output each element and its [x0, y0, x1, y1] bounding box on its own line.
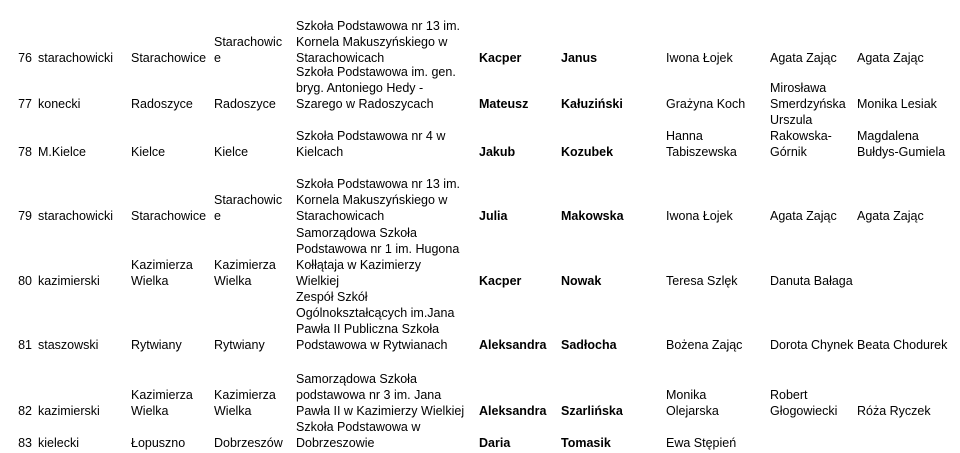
table-row — [0, 65, 960, 116]
powiat-cell: kazimierski — [38, 404, 100, 418]
row-number: 80 — [18, 274, 32, 288]
teacher-1-cell: Ewa Stępień — [666, 436, 737, 450]
school-cell: Zespół Szkół Ogólnokształcących im.Jana Pawła II Publiczna Szkoła Podstawowa w Rytwianach — [296, 290, 455, 352]
teacher-2-cell: Robert Głogowiecki — [770, 388, 838, 418]
gmina-cell: Kazimierza Wielka — [131, 258, 193, 288]
teacher-2-cell: Dorota Chynek — [770, 338, 854, 352]
powiat-cell: starachowicki — [38, 209, 114, 223]
teacher-2-cell: Mirosława Smerdzyńska — [770, 81, 846, 111]
last-name-cell: Kozubek — [561, 145, 614, 159]
city-cell: Rytwiany — [214, 338, 265, 352]
table-row — [0, 290, 960, 357]
teacher-3-cell: Róża Ryczek — [857, 404, 931, 418]
teacher-3-cell: Beata Chodurek — [857, 338, 948, 352]
school-cell: Szkoła Podstawowa w Dobrzeszowie — [296, 420, 421, 450]
school-cell: Szkoła Podstawowa nr 13 im. Kornela Makuszyńskiego w Starachowicach — [296, 177, 460, 223]
row-number: 81 — [18, 338, 32, 352]
gmina-cell: Rytwiany — [131, 338, 182, 352]
teacher-1-cell: Hanna Tabiszewska — [666, 129, 737, 159]
table-row — [0, 228, 960, 293]
teacher-3-cell: Magdalena Bułdys-Gumiela — [857, 129, 946, 159]
city-cell: Dobrzeszów — [214, 436, 283, 450]
row-number: 79 — [18, 209, 32, 223]
last-name-cell: Janus — [561, 51, 598, 65]
row-number: 76 — [18, 51, 32, 65]
teacher-1-cell: Grażyna Koch — [666, 97, 746, 111]
last-name-cell: Nowak — [561, 274, 602, 288]
teacher-1-cell: Iwona Łojek — [666, 209, 733, 223]
teacher-3-cell: Agata Zając — [857, 209, 924, 223]
powiat-cell: staszowski — [38, 338, 99, 352]
powiat-cell: M.Kielce — [38, 145, 86, 159]
gmina-cell: Starachowice — [131, 209, 207, 223]
table-row — [0, 113, 960, 164]
city-cell: Starachowic e — [214, 193, 283, 223]
powiat-cell: kazimierski — [38, 274, 100, 288]
school-cell: Szkoła Podstawowa nr 4 w Kielcach — [296, 129, 446, 159]
school-cell: Szkoła Podstawowa nr 13 im. Kornela Makuszyńskiego w Starachowicach — [296, 19, 460, 65]
last-name-cell: Kałuziński — [561, 97, 623, 111]
teacher-1-cell: Teresa Szlęk — [666, 274, 738, 288]
gmina-cell: Łopuszno — [131, 436, 186, 450]
first-name-cell: Daria — [479, 436, 511, 450]
first-name-cell: Aleksandra — [479, 404, 547, 418]
row-number: 78 — [18, 145, 32, 159]
city-cell: Kazimierza Wielka — [214, 258, 276, 288]
first-name-cell: Julia — [479, 209, 508, 223]
first-name-cell: Kacper — [479, 274, 522, 288]
row-number: 83 — [18, 436, 32, 450]
school-cell: Samorządowa Szkoła podstawowa nr 3 im. Jana Pawła II w Kazimierzy Wielkiej — [296, 372, 465, 418]
first-name-cell: Aleksandra — [479, 338, 547, 352]
teacher-2-cell: Danuta Bałaga — [770, 274, 853, 288]
city-cell: Starachowic e — [214, 35, 283, 65]
gmina-cell: Starachowice — [131, 51, 207, 65]
teacher-2-cell: Agata Zając — [770, 209, 837, 223]
first-name-cell: Mateusz — [479, 97, 529, 111]
teacher-1-cell: Iwona Łojek — [666, 51, 733, 65]
table-row — [0, 420, 960, 453]
gmina-cell: Kazimierza Wielka — [131, 388, 193, 418]
teacher-1-cell: Monika Olejarska — [666, 388, 719, 418]
first-name-cell: Jakub — [479, 145, 516, 159]
school-cell: Samorządowa Szkoła Podstawowa nr 1 im. Hugona Kołłątaja w Kazimierzy Wielkiej — [296, 226, 460, 288]
city-cell: Radoszyce — [214, 97, 276, 111]
first-name-cell: Kacper — [479, 51, 522, 65]
teacher-1-cell: Bożena Zając — [666, 338, 743, 352]
teacher-2-cell: Urszula Rakowska- Górnik — [770, 113, 832, 159]
row-number: 82 — [18, 404, 32, 418]
table-row — [0, 164, 960, 228]
last-name-cell: Tomasik — [561, 436, 611, 450]
gmina-cell: Radoszyce — [131, 97, 193, 111]
teacher-3-cell: Monika Lesiak — [857, 97, 937, 111]
table-row — [0, 0, 960, 70]
city-cell: Kielce — [214, 145, 249, 159]
teacher-3-cell: Agata Zając — [857, 51, 924, 65]
school-cell: Szkoła Podstawowa im. gen. bryg. Antoniego Hedy - Szarego w Radoszycach — [296, 65, 456, 111]
powiat-cell: konecki — [38, 97, 81, 111]
powiat-cell: kielecki — [38, 436, 79, 450]
row-number: 77 — [18, 97, 32, 111]
table-row — [0, 369, 960, 423]
teacher-2-cell: Agata Zając — [770, 51, 837, 65]
last-name-cell: Szarlińska — [561, 404, 623, 418]
last-name-cell: Makowska — [561, 209, 624, 223]
gmina-cell: Kielce — [131, 145, 166, 159]
powiat-cell: starachowicki — [38, 51, 114, 65]
city-cell: Kazimierza Wielka — [214, 388, 276, 418]
last-name-cell: Sadłocha — [561, 338, 617, 352]
